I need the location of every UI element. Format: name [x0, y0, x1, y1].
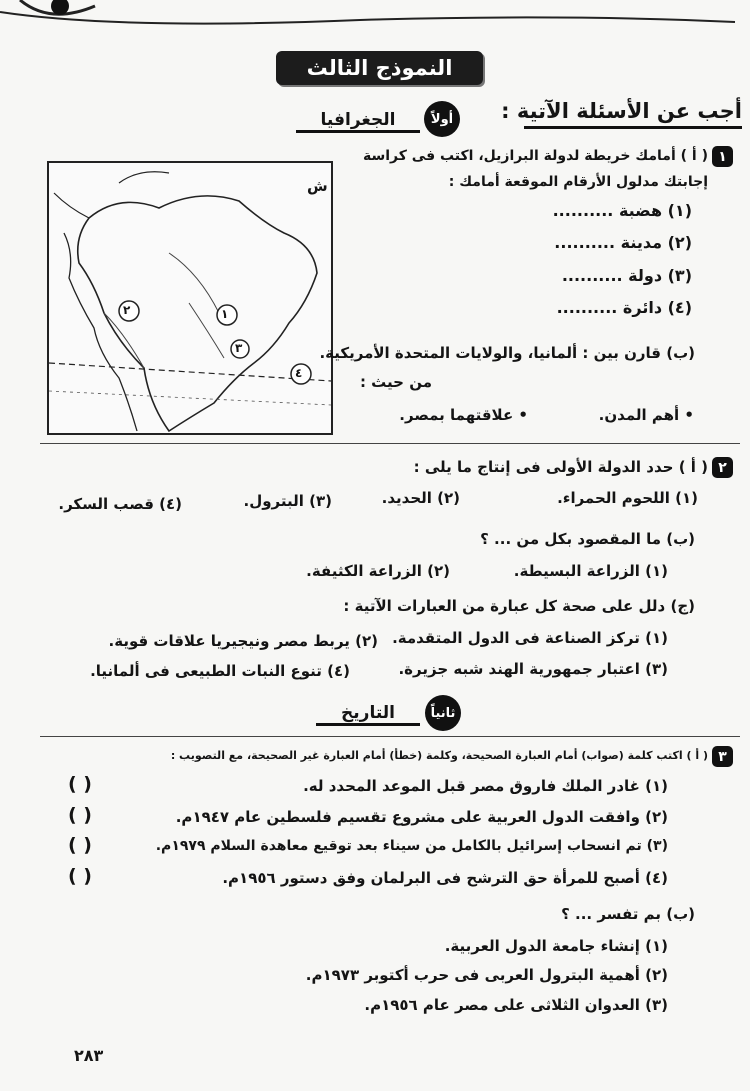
q2c-item-4: (٤) تنوع النبات الطبيعى فى ألمانيا.	[90, 662, 350, 680]
q1a-item-3: (٣) دولة ..........	[561, 266, 692, 285]
q1a-item-1: (١) هضبة ..........	[552, 201, 692, 220]
q1a-text-line2: إجابتك مدلول الأرقام الموقعة أمامك :	[448, 174, 708, 190]
q2c-item-3: (٣) اعتبار جمهورية الهند شبه جزيرة.	[398, 660, 668, 678]
q2b-text: (ب) ما المقصود بكل من ... ؟	[480, 530, 695, 548]
q2a-item-3: (٣) البترول.	[243, 492, 332, 510]
map-marker-1: ١	[221, 307, 229, 321]
q3b-item-1: (١) إنشاء جامعة الدول العربية.	[444, 937, 668, 955]
q2b-item-1: (١) الزراعة البسيطة.	[513, 562, 668, 580]
top-decoration	[0, 0, 750, 40]
q1a-text-line1: ( أ ) أمامك خريطة لدولة البرازيل، اكتب فى كراسة	[363, 148, 708, 164]
q3a-statement-3: (٣) تم انسحاب إسرائيل بالكامل من سيناء بعد توقيع معاهدة السلام ١٩٧٩م.	[155, 838, 668, 854]
q1a-item-2: (٢) مدينة ..........	[554, 233, 692, 252]
q1b-point-1: • أهم المدن.	[598, 406, 694, 424]
q1b-line1: (ب) قارن بين : ألمانيا، والولايات المتحدة الأمريكية.	[319, 344, 695, 362]
question-number-1: ١	[712, 146, 733, 167]
q1a-item-4: (٤) دائرة ..........	[556, 298, 692, 317]
brazil-map	[47, 161, 333, 435]
section-heading-geography: الجغرافيا	[296, 110, 420, 133]
q3b-item-2: (٢) أهمية البترول العربى فى حرب أكتوبر ١٩٧٣م.	[305, 966, 668, 984]
section-badge-geography: أولاً	[424, 101, 460, 137]
q2c-item-1: (١) تركز الصناعة فى الدول المتقدمة.	[392, 629, 668, 647]
q3a-statement-1: (١) غادر الملك فاروق مصر قبل الموعد المحدد له.	[303, 777, 668, 795]
divider-1	[40, 443, 740, 444]
q2a-item-2: (٢) الحديد.	[381, 489, 460, 507]
instruction-underline	[524, 126, 742, 129]
q1b-point-2: • علاقتهما بمصر.	[399, 406, 528, 424]
map-drawing	[49, 163, 331, 433]
q3a-statement-2: (٢) وافقت الدول العربية على مشروع تقسيم فلسطين عام ١٩٤٧م.	[175, 808, 668, 826]
q2b-item-2: (٢) الزراعة الكثيفة.	[306, 562, 450, 580]
q3a-statement-4: (٤) أصبح للمرأة حق الترشح فى البرلمان وفق دستور ١٩٥٦م.	[222, 869, 668, 887]
map-marker-2: ٢	[123, 303, 131, 317]
section-badge-history: ثانياً	[425, 695, 461, 731]
divider-2	[40, 736, 740, 737]
section-heading-history: التاريخ	[316, 703, 420, 726]
instruction-heading: أجب عن الأسئلة الآتية :	[501, 99, 742, 123]
q3b-item-3: (٣) العدوان الثلاثى على مصر عام ١٩٥٦م.	[364, 996, 668, 1014]
answer-bracket-1[interactable]: ( )	[68, 773, 92, 795]
page-title: النموذج الثالث	[276, 51, 483, 85]
q3a-text: ( أ ) اكتب كلمة (صواب) أمام العبارة الصحيحة، وكلمة (خطأ) أمام العبارة غير الصحيحة، مع التصويب :	[170, 749, 708, 762]
answer-bracket-4[interactable]: ( )	[68, 865, 92, 887]
map-marker-3: ٣	[235, 341, 243, 355]
page-number: ٢٨٣	[74, 1046, 104, 1065]
answer-bracket-2[interactable]: ( )	[68, 804, 92, 826]
question-number-2: ٢	[712, 457, 733, 478]
q1b-line2: من حيث :	[359, 373, 432, 391]
map-marker-4: ٤	[295, 366, 303, 380]
q3b-text: (ب) بم تفسر ... ؟	[561, 905, 695, 923]
question-number-3: ٣	[712, 746, 733, 767]
map-north-label: ش	[307, 177, 328, 195]
answer-bracket-3[interactable]: ( )	[68, 834, 92, 856]
q2c-text: (ج) دلل على صحة كل عبارة من العبارات الآتية :	[343, 597, 695, 615]
q2a-item-1: (١) اللحوم الحمراء.	[557, 489, 698, 507]
q2a-text: ( أ ) حدد الدولة الأولى فى إنتاج ما يلى :	[413, 458, 708, 476]
q2c-item-2: (٢) يربط مصر ونيجيريا علاقات قوية.	[108, 632, 378, 650]
q2a-item-4: (٤) قصب السكر.	[58, 495, 182, 513]
